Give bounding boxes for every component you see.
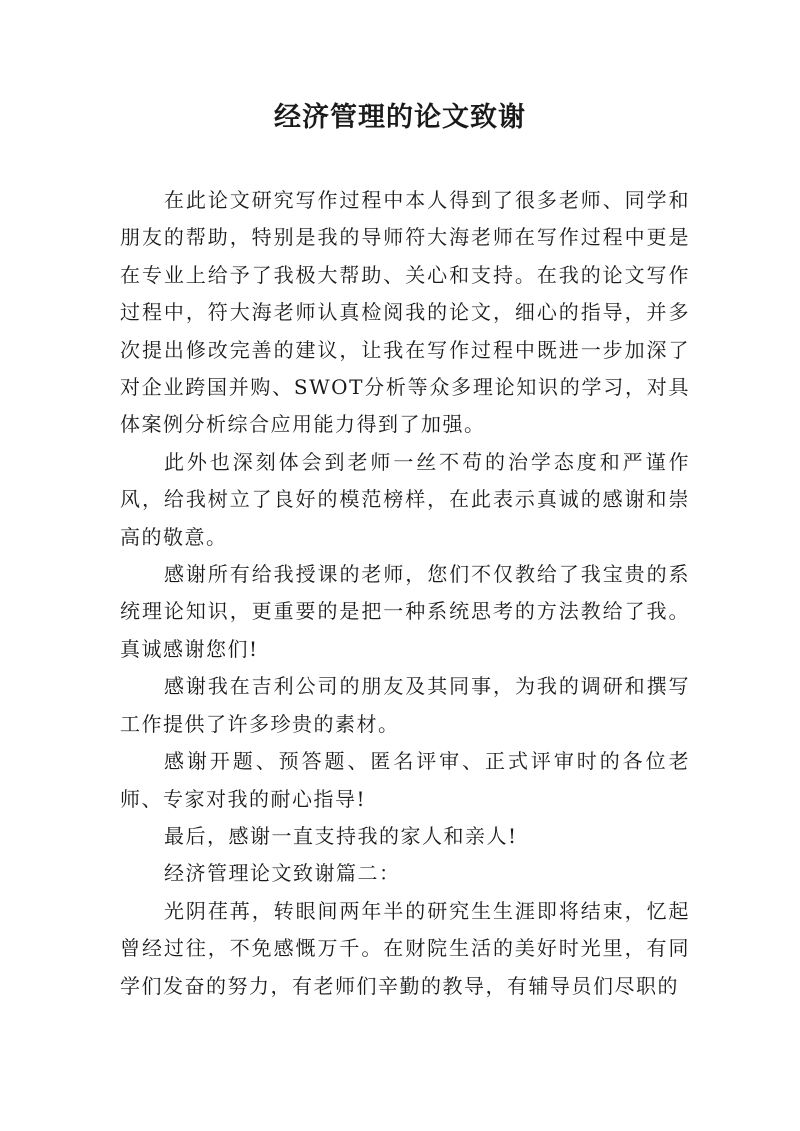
paragraph-4: 感谢我在吉利公司的朋友及其同事，为我的调研和撰写工作提供了许多珍贵的素材。 <box>120 674 690 736</box>
paragraph-2: 此外也深刻体会到老师一丝不苟的治学态度和严谨作风，给我树立了良好的模范榜样，在此表示真诚的感谢和崇高的敬意。 <box>120 449 690 549</box>
paragraph-1: 在此论文研究写作过程中本人得到了很多老师、同学和朋友的帮助，特别是我的导师符大海老师在写作过程中更是在专业上给予了我极大帮助、关心和支持。在我的论文写作过程中，符大海老师认真检阅我的论文，细心的指导，并多次提出修改完善的建议，让我在写作过程中既进一步加深了对企业跨国并购、SWOT分析等众多理论知识的学习，对具体案例分析综合应用能力得到了加强。 <box>120 188 690 437</box>
section-heading: 经济管理论文致谢篇二： <box>164 861 401 886</box>
paragraph-5: 感谢开题、预答题、匿名评审、正式评审时的各位老师、专家对我的耐心指导! <box>120 749 690 811</box>
page-title: 经济管理的论文致谢 <box>274 102 526 133</box>
paragraph-3: 感谢所有给我授课的老师，您们不仅教给了我宝贵的系统理论知识，更重要的是把一种系统思考的方法教给了我。真诚感谢您们! <box>120 562 690 661</box>
document-body <box>120 182 690 1005</box>
paragraph-7: 光阴荏苒，转眼间两年半的研究生生涯即将结束，忆起曾经过往，不免感慨万千。在财院生活的美好时光里，有同学们发奋的努力，有老师们辛勤的教导，有辅导员们尽职的 <box>120 898 690 998</box>
paragraph-6: 最后，感谢一直支持我的家人和亲人! <box>164 823 518 848</box>
